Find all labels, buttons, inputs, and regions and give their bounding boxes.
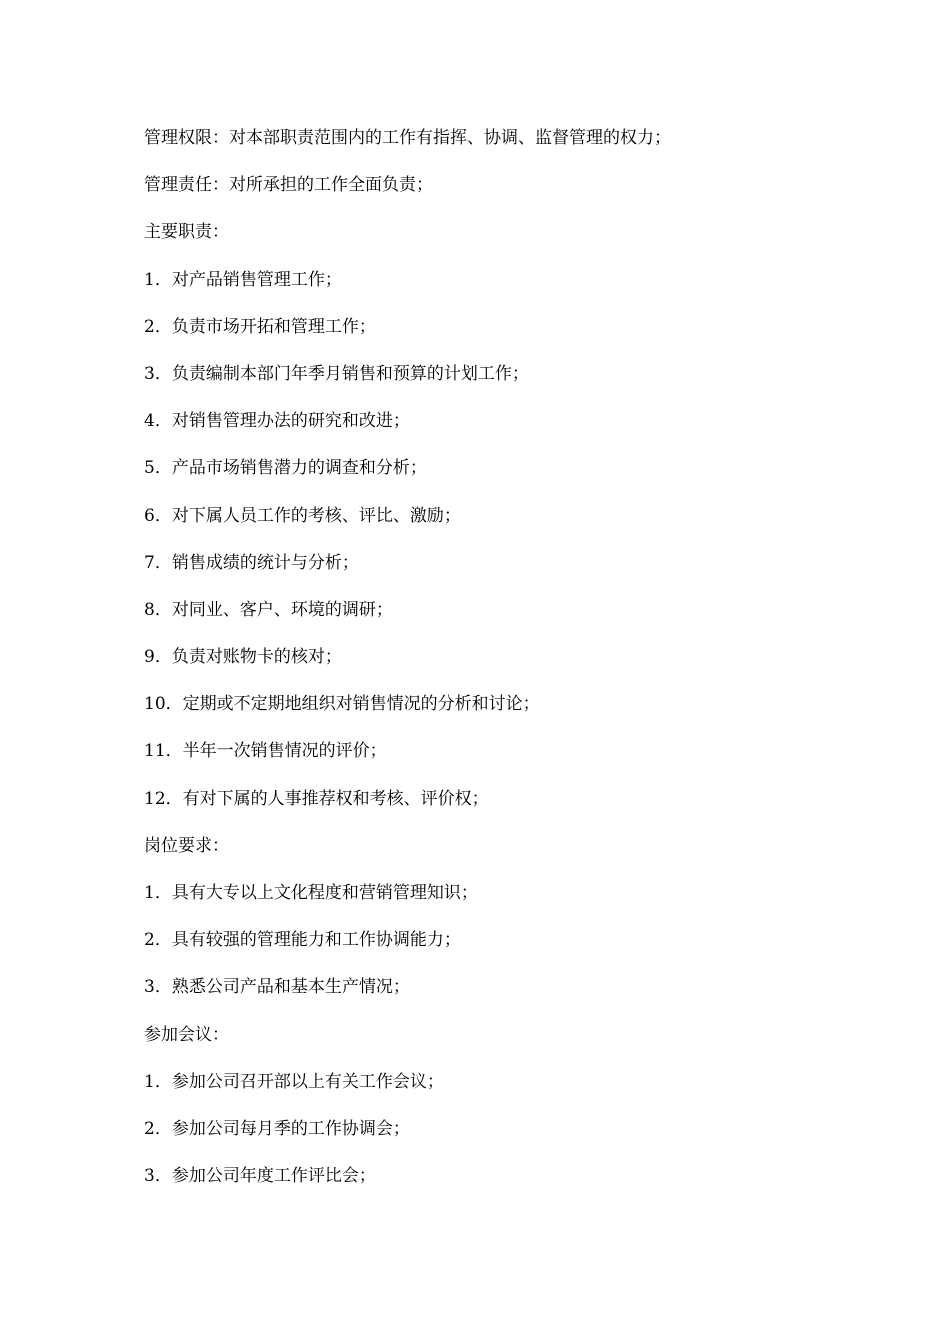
requirement-item-2: 2．具有较强的管理能力和工作协调能力； [144, 930, 461, 951]
meeting-item-3: 3．参加公司年度工作评比会； [144, 1166, 376, 1187]
management-responsibility-line: 管理责任：对所承担的工作全面负责； [144, 175, 433, 196]
duty-item-4: 4．对销售管理办法的研究和改进； [144, 411, 410, 432]
management-authority-line: 管理权限：对本部职责范围内的工作有指挥、协调、监督管理的权力； [144, 128, 671, 148]
duty-item-10: 10．定期或不定期地组织对销售情况的分析和讨论； [144, 694, 540, 715]
duty-item-7: 7．销售成绩的统计与分析； [144, 552, 359, 573]
meeting-item-2: 2．参加公司每月季的工作协调会； [144, 1118, 410, 1139]
document-body [144, 124, 904, 1209]
duty-item-2: 2．负责市场开拓和管理工作； [144, 316, 376, 337]
duty-item-6: 6．对下属人员工作的考核、评比、激励； [144, 505, 461, 526]
duty-item-11: 11．半年一次销售情况的评价； [144, 741, 387, 762]
duty-item-1: 1．对产品销售管理工作； [144, 269, 342, 290]
duty-item-3: 3．负责编制本部门年季月销售和预算的计划工作； [144, 363, 529, 384]
duty-item-5: 5．产品市场销售潜力的调查和分析； [144, 458, 427, 479]
duty-item-12: 12．有对下属的人事推荐权和考核、评价权； [144, 788, 489, 809]
requirement-item-3: 3．熟悉公司产品和基本生产情况； [144, 977, 410, 998]
meetings-heading: 参加会议： [144, 1024, 229, 1045]
duty-item-9: 9．负责对账物卡的核对； [144, 647, 342, 668]
meeting-item-1: 1．参加公司召开部以上有关工作会议； [144, 1071, 444, 1092]
main-duties-heading: 主要职责： [144, 222, 229, 243]
job-requirements-heading: 岗位要求： [144, 835, 229, 856]
requirement-item-1: 1．具有大专以上文化程度和营销管理知识； [144, 883, 478, 903]
duty-item-8: 8．对同业、客户、环境的调研； [144, 599, 393, 620]
